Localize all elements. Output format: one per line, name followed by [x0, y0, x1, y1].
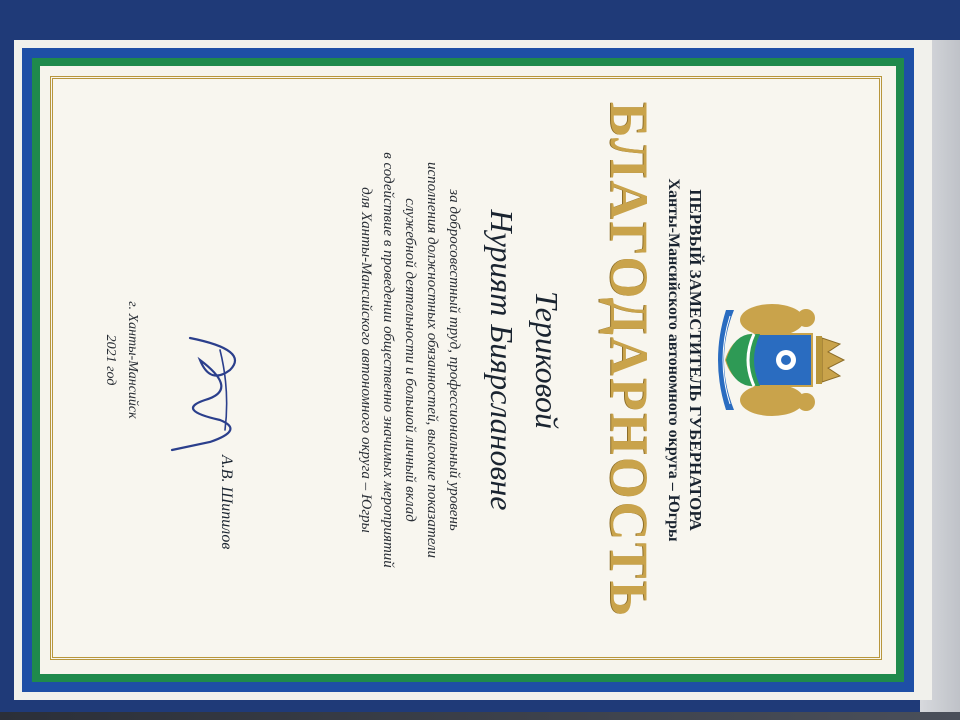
- issuer-title: ПЕРВЫЙ ЗАМЕСТИТЕЛЬ ГУБЕРНАТОРА: [686, 189, 705, 531]
- place-of-issue: г. Ханты-Мансийск: [125, 301, 140, 419]
- citation-line: служебной деятельности и большой личный вклад: [402, 198, 418, 522]
- coat-of-arms-icon: [712, 300, 852, 420]
- citation-line: в содействие в проведении общественно значимых мероприятий: [380, 152, 396, 568]
- document-title: БЛАГОДАРНОСТЬ: [599, 101, 659, 619]
- signature-mark: [165, 330, 260, 470]
- citation-text: [355, 100, 465, 620]
- citation-line: исполнения должностных обязанностей, высокие показатели: [424, 161, 440, 559]
- signatory-name: А.В. Шипилов: [218, 455, 235, 550]
- certificate-content: [50, 80, 910, 640]
- issuer-region: Ханты-Мансийского автономного округа – Югры: [665, 178, 682, 542]
- recipient-surname: Териковой: [529, 290, 565, 430]
- citation-line: за добросовестный труд, профессиональный уровень: [446, 189, 462, 531]
- issue-year: 2021 год: [103, 334, 118, 386]
- recipient-given-names: Нурият Биярслановне: [484, 209, 520, 511]
- citation-line: для Ханты-Мансийского автономного округа – Югры: [358, 187, 374, 533]
